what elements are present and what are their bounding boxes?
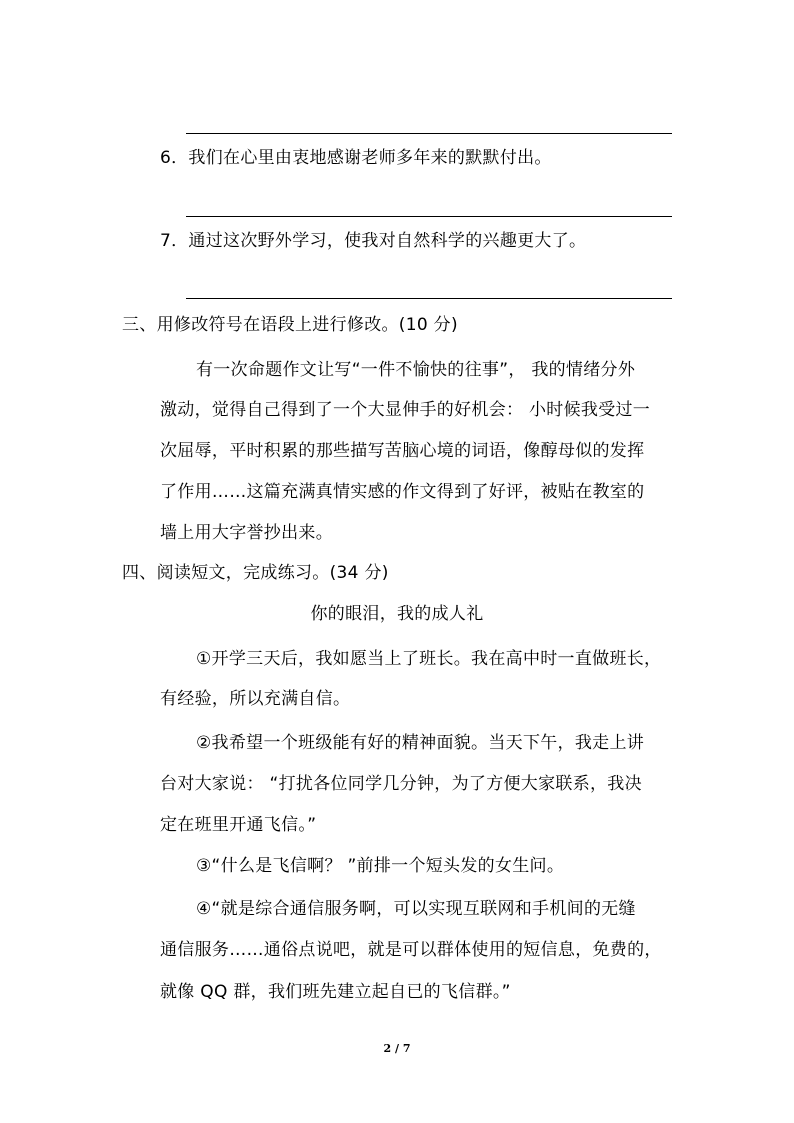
paragraph-line: 次屈辱，平时积累的那些描写苦脑心境的词语，像醇母似的发挥 xyxy=(160,441,645,461)
answer-line xyxy=(186,298,672,299)
question-item-7: 7．通过这次野外学习，使我对自然科学的兴趣更大了。 xyxy=(160,231,587,251)
article-line: ②我希望一个班级能有好的精神面貌。当天下午，我走上讲 xyxy=(196,733,645,753)
article-line: ③“什么是飞信啊？ ”前排一个短头发的女生问。 xyxy=(196,856,565,876)
paragraph-line: 有一次命题作文让写“一件不愉快的往事”， 我的情绪分外 xyxy=(196,360,636,380)
paragraph-line: 激动，觉得自己得到了一个大显伸手的好机会： 小时候我受过一 xyxy=(160,400,651,420)
paragraph-line: 墙上用大字誉抄出来。 xyxy=(160,523,333,543)
answer-line xyxy=(186,216,672,217)
article-line: 通信服务……通俗点说吧，就是可以群体使用的短信息，免费的， xyxy=(160,940,662,960)
section-heading-4: 四、阅读短文，完成练习。(34 分) xyxy=(122,563,389,583)
article-line: 台对大家说： “打扰各位同学几分钟，为了方便大家联系，我决 xyxy=(160,774,642,794)
article-line: 定在班里开通飞信。” xyxy=(160,815,317,835)
article-title: 你的眼泪，我的成人礼 xyxy=(310,604,484,624)
article-line: ①开学三天后，我如愿当上了班长。我在高中时一直做班长， xyxy=(196,649,662,669)
article-line: ④“就是综合通信服务啊，可以实现互联网和手机间的无缝 xyxy=(196,899,636,919)
question-item-6: 6．我们在心里由衷地感谢老师多年来的默默付出。 xyxy=(160,148,552,168)
answer-line xyxy=(186,133,672,134)
page-number: 2 / 7 xyxy=(383,1042,411,1055)
paragraph-line: 了作用……这篇充满真情实感的作文得到了好评，被贴在教室的 xyxy=(160,482,645,502)
article-line: 有经验，所以充满自信。 xyxy=(160,689,351,709)
article-line: 就像 QQ 群，我们班先建立起自已的飞信群。” xyxy=(160,982,511,1002)
section-heading-3: 三、用修改符号在语段上进行修改。(10 分) xyxy=(122,315,458,335)
